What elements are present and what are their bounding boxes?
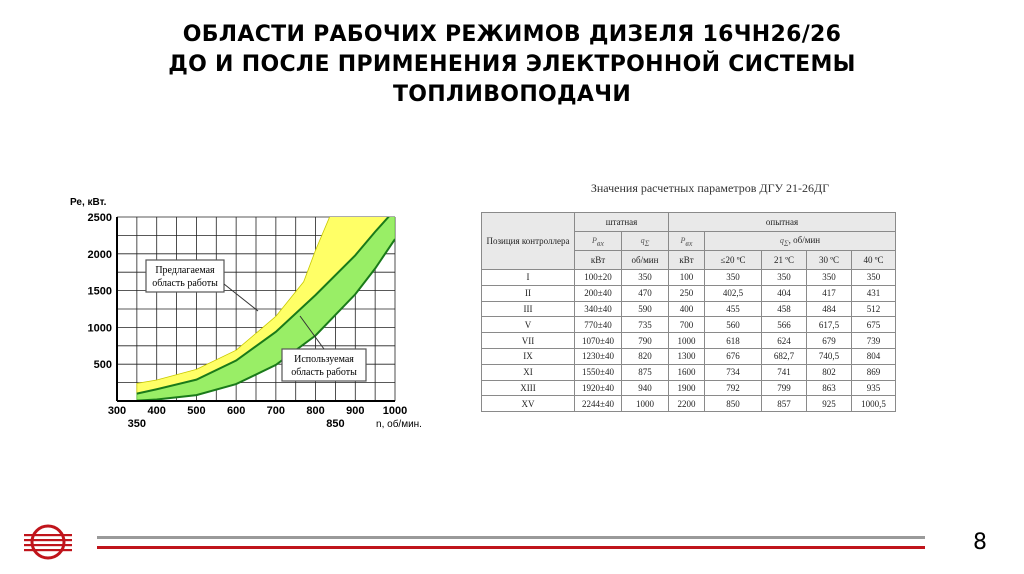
- table-cell-pos: XI: [482, 364, 575, 380]
- y-tick-label-4: 2500: [87, 212, 112, 224]
- table-cell-pe2: 1600: [669, 364, 705, 380]
- table-cell-t20: 455: [705, 301, 762, 317]
- table-cell-pe2: 2200: [669, 396, 705, 412]
- y-tick-label-0: 500: [93, 359, 112, 372]
- table-cell-pe: 770±40: [575, 317, 622, 333]
- table-cell-pe2: 700: [669, 317, 705, 333]
- x-tick-label-4: 700: [266, 405, 286, 417]
- table-row: [482, 396, 896, 412]
- table-cell-pos: V: [482, 317, 575, 333]
- slide-title: [0, 20, 1024, 110]
- table-cell-t40: 512: [852, 301, 896, 317]
- operating-region-chart: [62, 188, 442, 438]
- table-cell-t40: 1000,5: [852, 396, 896, 412]
- table-row: [482, 317, 896, 333]
- y-tick-label-3: 2000: [87, 248, 112, 261]
- table-row: [482, 285, 896, 301]
- table-cell-pos: XV: [482, 396, 575, 412]
- header-experimental: опытная: [669, 213, 896, 232]
- table-cell-rpm: 875: [622, 364, 669, 380]
- table-cell-pe: 200±40: [575, 285, 622, 301]
- table-cell-rpm: 470: [622, 285, 669, 301]
- leader-line-1: [224, 284, 258, 311]
- table-cell-t30: 617,5: [807, 317, 852, 333]
- title-line-2: ДО И ПОСЛЕ ПРИМЕНЕНИЯ ЭЛЕКТРОННОЙ СИСТЕМЫ: [168, 52, 856, 77]
- table-cell-t20: 850: [705, 396, 762, 412]
- page-number: 8: [973, 530, 987, 555]
- table-cell-pos: VII: [482, 333, 575, 349]
- logo-stripe-1: [24, 539, 72, 541]
- table-cell-t40: 350: [852, 270, 896, 286]
- temp-20: ≤20 ºС: [705, 251, 762, 270]
- title-line-1: ОБЛАСТИ РАБОЧИХ РЕЖИМОВ ДИЗЕЛЯ 16ЧН26/26: [182, 22, 842, 47]
- table-row: [482, 270, 896, 286]
- table-cell-t21: 566: [762, 317, 807, 333]
- table-caption: Значения расчетных параметров ДГУ 21-26ДГ: [590, 181, 830, 195]
- table-row: [482, 364, 896, 380]
- table-cell-t30: 350: [807, 270, 852, 286]
- table-cell-rpm: 940: [622, 380, 669, 396]
- table-cell-rpm: 735: [622, 317, 669, 333]
- table-cell-pos: XIII: [482, 380, 575, 396]
- header-pe-standard: $P_{вх}$: [575, 232, 622, 251]
- temp-30: 30 ºС: [807, 251, 852, 270]
- header-standard: штатная: [575, 213, 669, 232]
- table-cell-pe2: 1000: [669, 333, 705, 349]
- table-cell-t40: 739: [852, 333, 896, 349]
- header-position: Позиция контроллера: [482, 213, 575, 270]
- x-tick-label-lower-0: 350: [127, 418, 147, 430]
- table-cell-t21: 404: [762, 285, 807, 301]
- table-cell-t30: 802: [807, 364, 852, 380]
- table-cell-t21: 350: [762, 270, 807, 286]
- table-cell-rpm: 1000: [622, 396, 669, 412]
- table-cell-t40: 431: [852, 285, 896, 301]
- parameters-table: [481, 212, 896, 412]
- table-cell-t21: 857: [762, 396, 807, 412]
- annotation-proposed-text-1: область работы: [152, 278, 218, 289]
- x-axis-label: n, об/мин.: [376, 419, 422, 430]
- y-tick-label-2: 1500: [87, 285, 112, 298]
- table-cell-pe2: 100: [669, 270, 705, 286]
- table-cell-t20: 402,5: [705, 285, 762, 301]
- annotation-proposed-text-0: Предлагаемая: [155, 265, 215, 276]
- annotation-used-text-0: Используемая: [294, 354, 354, 365]
- table-cell-t20: 560: [705, 317, 762, 333]
- x-tick-label-1: 400: [147, 405, 166, 417]
- table-cell-pe: 1550±40: [575, 364, 622, 380]
- footer-rule-red: [97, 546, 925, 549]
- x-tick-label-2: 500: [187, 405, 206, 417]
- temp-40: 40 ºС: [852, 251, 896, 270]
- logo-ring: [32, 526, 64, 558]
- table-cell-rpm: 820: [622, 348, 669, 364]
- table-cell-rpm: 790: [622, 333, 669, 349]
- table-cell-t21: 741: [762, 364, 807, 380]
- logo-stripe-3: [24, 549, 72, 551]
- header-pe-experimental: $P_{вх}$: [669, 232, 705, 251]
- table-cell-t20: 618: [705, 333, 762, 349]
- table-cell-t21: 458: [762, 301, 807, 317]
- logo-stripe-2: [24, 544, 72, 546]
- table-cell-t40: 804: [852, 348, 896, 364]
- table-cell-t40: 935: [852, 380, 896, 396]
- table-cell-pe2: 1900: [669, 380, 705, 396]
- unit-kw-exp: кВт: [669, 251, 705, 270]
- x-tick-label-6: 900: [346, 405, 365, 417]
- unit-kw: кВт: [575, 251, 622, 270]
- unit-rpm: об/мин: [622, 251, 669, 270]
- table-cell-t30: 679: [807, 333, 852, 349]
- table-cell-t21: 624: [762, 333, 807, 349]
- table-cell-pos: III: [482, 301, 575, 317]
- title-line-3: ТОПЛИВОПОДАЧИ: [392, 82, 632, 107]
- table-body: [482, 270, 896, 412]
- table-cell-rpm: 590: [622, 301, 669, 317]
- company-logo: [22, 522, 74, 562]
- x-tick-label-0: 300: [107, 405, 127, 417]
- table-cell-t20: 350: [705, 270, 762, 286]
- table-cell-t30: 740,5: [807, 348, 852, 364]
- table-cell-pe2: 250: [669, 285, 705, 301]
- table-cell-pe: 1920±40: [575, 380, 622, 396]
- table-cell-pe2: 400: [669, 301, 705, 317]
- table-row: [482, 380, 896, 396]
- table-cell-t20: 676: [705, 348, 762, 364]
- header-q-standard: $q_\Sigma$: [622, 232, 669, 251]
- table-cell-pe: 2244±40: [575, 396, 622, 412]
- table-cell-t30: 417: [807, 285, 852, 301]
- x-tick-label-5: 800: [306, 405, 325, 417]
- temp-21: 21 ºС: [762, 251, 807, 270]
- header-q-experimental: $q_\Sigma$, об/мин: [705, 232, 896, 251]
- table-cell-t20: 734: [705, 364, 762, 380]
- x-tick-label-7: 1000: [382, 405, 408, 417]
- y-tick-label-1: 1000: [87, 322, 112, 335]
- table-cell-pe: 100±20: [575, 270, 622, 286]
- table-cell-pe2: 1300: [669, 348, 705, 364]
- table-cell-pos: IX: [482, 348, 575, 364]
- table-row: [482, 348, 896, 364]
- table-cell-t21: 682,7: [762, 348, 807, 364]
- footer-rule-gray: [97, 536, 925, 539]
- annotation-used-text-1: область работы: [291, 367, 357, 378]
- table-cell-t21: 799: [762, 380, 807, 396]
- table-cell-t30: 484: [807, 301, 852, 317]
- y-axis-label: Ре, кВт.: [70, 197, 107, 208]
- table-cell-t20: 792: [705, 380, 762, 396]
- table-cell-pe: 340±40: [575, 301, 622, 317]
- table-cell-rpm: 350: [622, 270, 669, 286]
- logo-stripe-0: [24, 534, 72, 536]
- x-tick-label-lower-1: 850: [326, 418, 345, 430]
- x-tick-label-3: 600: [226, 405, 246, 417]
- table-cell-pos: I: [482, 270, 575, 286]
- table-cell-t30: 863: [807, 380, 852, 396]
- table-cell-pos: II: [482, 285, 575, 301]
- table-row: [482, 301, 896, 317]
- table-cell-t40: 675: [852, 317, 896, 333]
- table-row: [482, 333, 896, 349]
- table-cell-t40: 869: [852, 364, 896, 380]
- table-cell-pe: 1230±40: [575, 348, 622, 364]
- table-cell-t30: 925: [807, 396, 852, 412]
- table-cell-pe: 1070±40: [575, 333, 622, 349]
